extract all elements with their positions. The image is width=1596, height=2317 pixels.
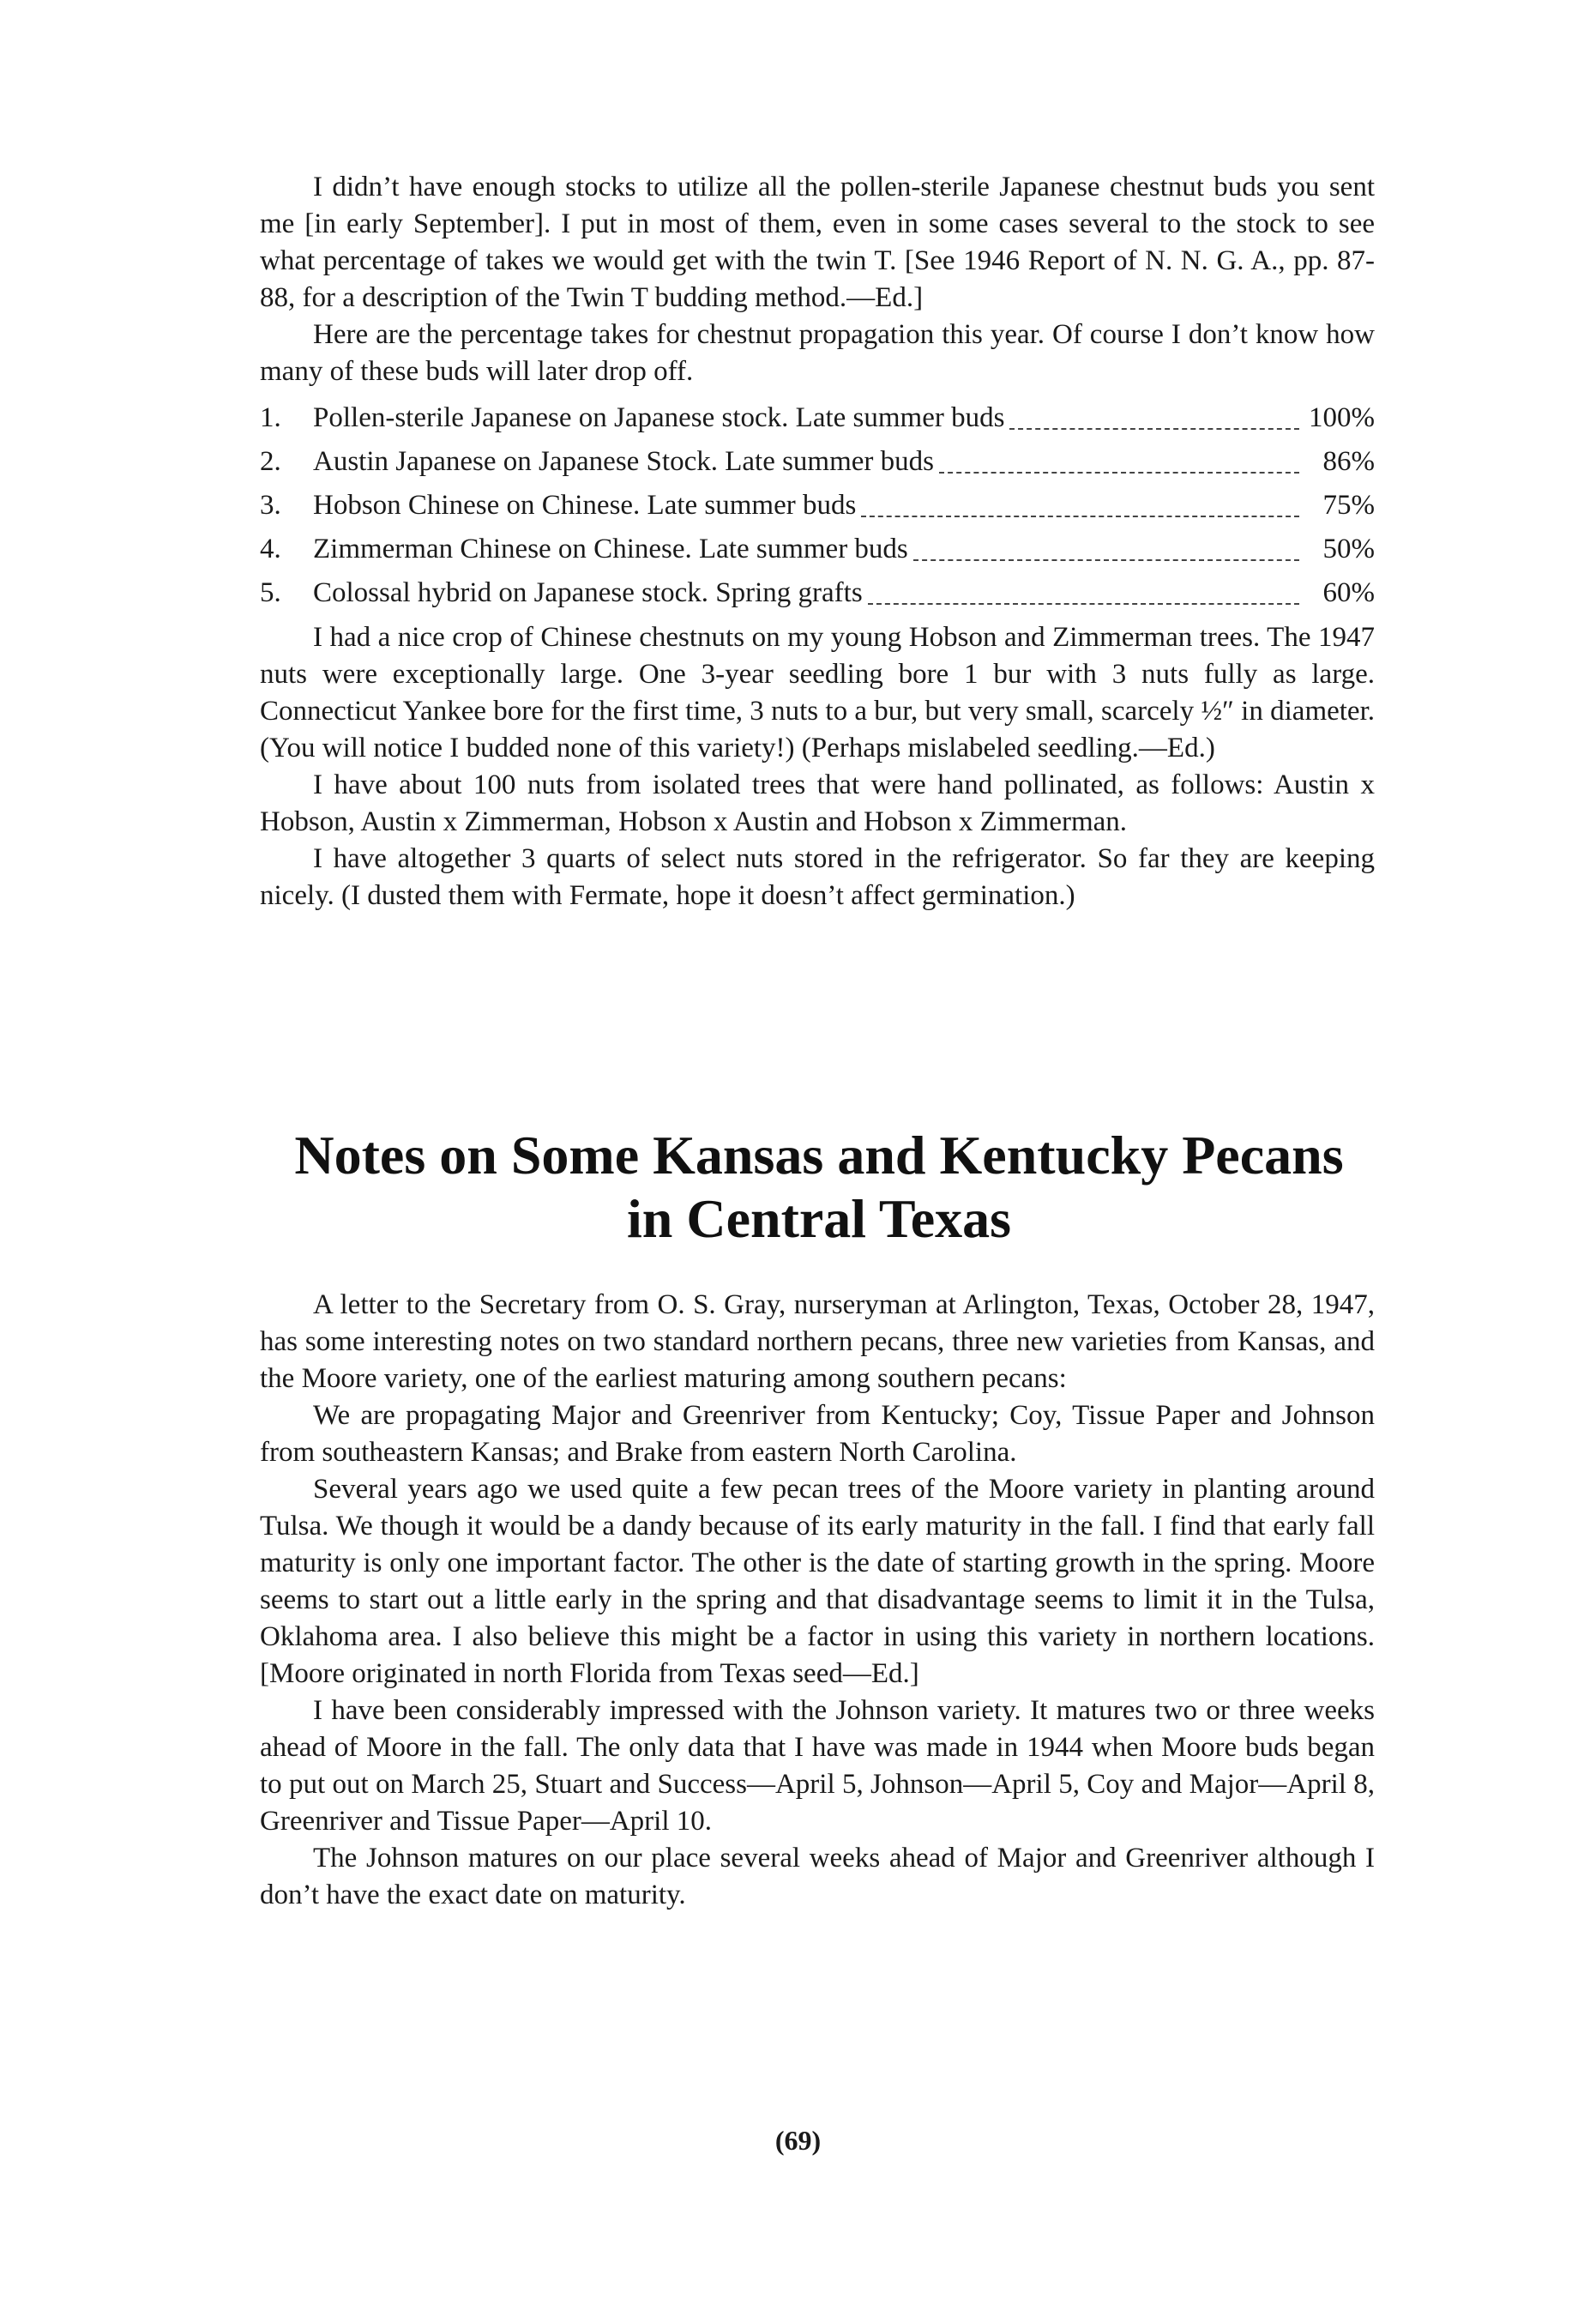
article-title-line: in Central Texas [626, 1188, 1012, 1249]
page-number: (69) [774, 2125, 822, 2156]
list-item-text: Hobson Chinese on Chinese. Late summer buds [313, 490, 857, 521]
article-title-line: Notes on Some Kansas and Kentucky Pecans [294, 1125, 1344, 1186]
list-item-number: 1. [260, 402, 281, 433]
dot-leader [861, 516, 1299, 517]
list-item [260, 571, 1375, 615]
list-item-text: Zimmerman Chinese on Chinese. Late summer buds [313, 534, 908, 564]
list-item-percentage: 75% [1322, 490, 1375, 521]
paragraph: Here are the percentage takes for chestnut propagation this year. Of course I don’t know how many of these buds will later drop off. [260, 319, 1375, 387]
paragraph: I had a nice crop of Chinese chestnuts on my young Hobson and Zimmerman trees. The 1947 nuts were exceptionally large. One 3-year seedling bore 1 bur with 3 nuts fully as large. Connecticut Yankee bore for the first time, 3 nuts to a bur, but very small, scarcely ½″ in diameter. (You will notice I budded none of this variety!) (Perhaps mislabeled seedling.—Ed.) [260, 622, 1375, 763]
list-item-text: Pollen-sterile Japanese on Japanese stock. Late summer buds [313, 402, 1005, 433]
paragraph: We are propagating Major and Greenriver from Kentucky; Coy, Tissue Paper and Johnson from southeastern Kansas; and Brake from eastern North Carolina. [260, 1400, 1375, 1468]
dot-leader [1009, 428, 1299, 430]
chestnut-takes-list [260, 396, 1375, 615]
pecan-article-body [260, 1287, 1375, 1914]
list-item-percentage: 100% [1309, 402, 1375, 433]
list-item [260, 484, 1375, 528]
list-item [260, 396, 1375, 440]
list-item-text: Austin Japanese on Japanese Stock. Late summer buds [313, 446, 935, 477]
list-item-number: 4. [260, 534, 281, 564]
paragraph: I have been considerably impressed with the Johnson variety. It matures two or three weeks ahead of Moore in the fall. The only data that I have was made in 1944 when Moore buds began to put out on March 25, Stuart and Success—April 5, Johnson—April 5, Coy and Major—April 8, Greenriver and Tissue Paper—April 10. [260, 1695, 1375, 1837]
list-item [260, 440, 1375, 484]
list-item-percentage: 86% [1322, 446, 1375, 477]
paragraph: The Johnson matures on our place several weeks ahead of Major and Greenriver although I don’t have the exact date on maturity. [260, 1843, 1375, 1910]
list-item-percentage: 50% [1322, 534, 1375, 564]
dot-leader [868, 603, 1299, 605]
paragraph: I have about 100 nuts from isolated trees that were hand pollinated, as follows: Austin x Hobson, Austin x Zimmerman, Hobson x Austin and Hobson x Zimmerman. [260, 769, 1375, 837]
paragraph: I have altogether 3 quarts of select nuts stored in the refrigerator. So far they are keeping nicely. (I dusted them with Fermate, hope it doesn’t affect germination.) [260, 843, 1375, 911]
list-item-number: 2. [260, 446, 281, 477]
dot-leader [913, 559, 1299, 561]
list-item [260, 528, 1375, 571]
paragraph: A letter to the Secretary from O. S. Gray, nurseryman at Arlington, Texas, October 28, 1947, has some interesting notes on two standard northern pecans, three new varieties from Kansas, and the Moore variety, one of the earliest maturing among southern pecans: [260, 1289, 1375, 1394]
chestnut-letter-section [260, 169, 1375, 914]
dot-leader [939, 472, 1299, 474]
article-title [214, 1124, 1424, 1251]
paragraph: Several years ago we used quite a few pecan trees of the Moore variety in planting around Tulsa. We though it would be a dandy because of its early maturity in the fall. I find that early fall maturity is only one important factor. The other is the date of starting growth in the spring. Moore seems to start out a little early in the spring and that disadvantage seems to limit it in the Tulsa, Oklahoma area. I also believe this might be a factor in using this variety in northern locations. [Moore originated in north Florida from Texas seed—Ed.] [260, 1474, 1375, 1689]
list-item-number: 3. [260, 490, 281, 521]
list-item-text: Colossal hybrid on Japanese stock. Spring grafts [313, 577, 863, 608]
list-item-percentage: 60% [1322, 577, 1375, 608]
paragraph: I didn’t have enough stocks to utilize all the pollen-sterile Japanese chestnut buds you sent me [in early September]. I put in most of them, even in some cases several to the stock to see what percentage of takes we would get with the twin T. [See 1946 Report of N. N. G. A., pp. 87-88, for a description of the Twin T budding method.—Ed.] [260, 172, 1375, 313]
list-item-number: 5. [260, 577, 281, 608]
